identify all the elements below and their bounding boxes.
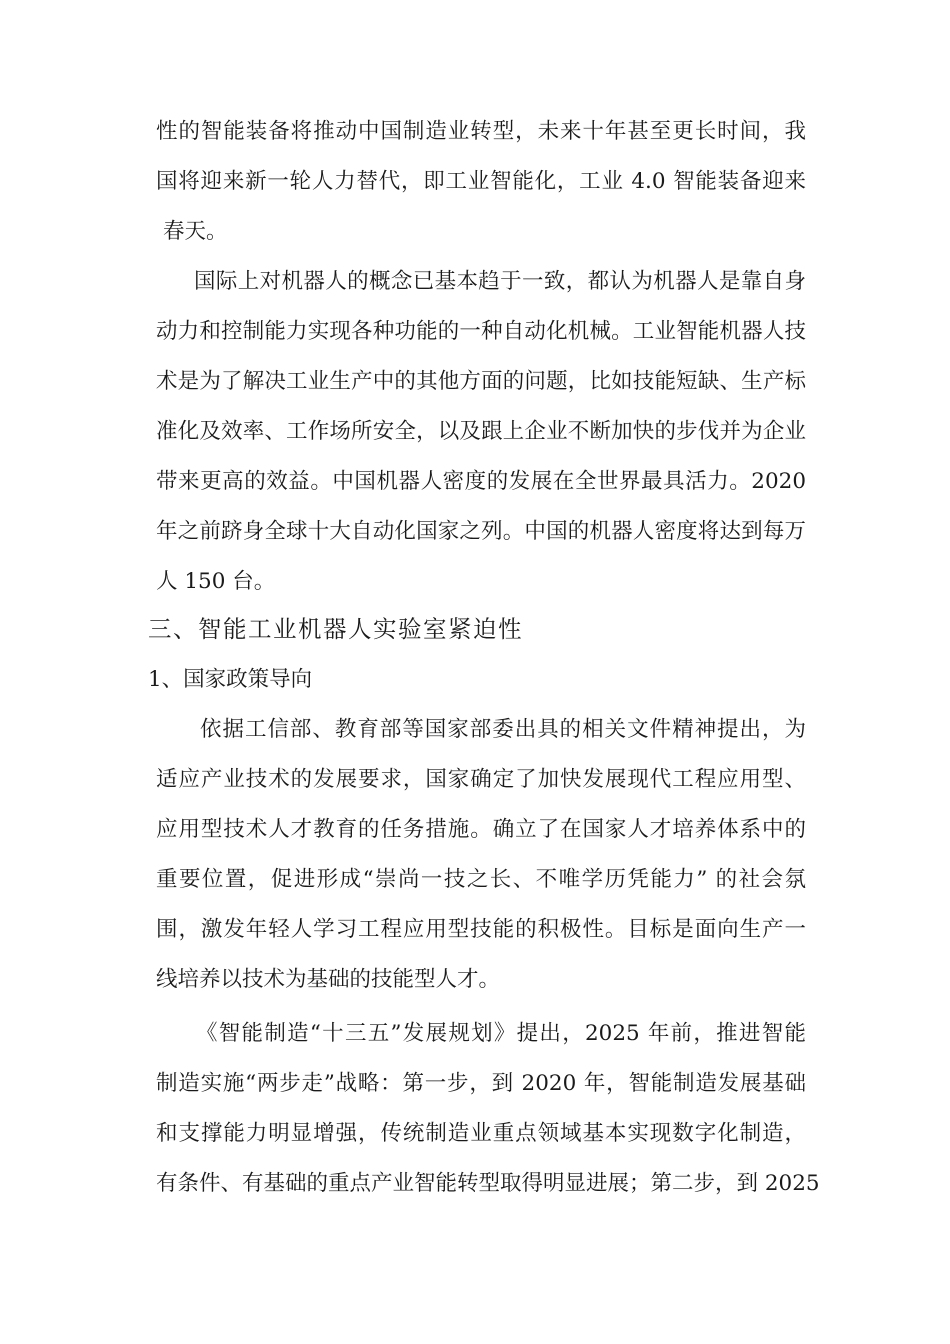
paragraph-3-line-3: 应用型技术人才教育的任务措施。确立了在国家人才培养体系中的: [156, 817, 806, 842]
paragraph-3-line-4: 重要位置，促进形成“崇尚一技之长、不唯学历凭能力” 的社会氛: [156, 867, 806, 892]
paragraph-2-line-5: 带来更高的效益。中国机器人密度的发展在全世界最具活力。2020: [156, 469, 806, 494]
paragraph-2-line-1: 国际上对机器人的概念已基本趋于一致，都认为机器人是靠自身: [194, 269, 806, 294]
subsection-heading: 1、国家政策导向: [148, 667, 313, 692]
section-heading: 三、智能工业机器人实验室紧迫性: [148, 615, 523, 643]
paragraph-4-line-2: 制造实施“两步走”战略：第一步，到 2020 年，智能制造发展基础: [156, 1071, 806, 1096]
paragraph-2-line-4: 准化及效率、工作场所安全，以及跟上企业不断加快的步伐并为企业: [156, 419, 806, 444]
paragraph-1-line-2: 国将迎来新一轮人力替代，即工业智能化，工业 4.0 智能装备迎来: [156, 169, 806, 194]
paragraph-1-line-3: 春天。: [163, 219, 228, 244]
paragraph-4-line-1: 《智能制造“十三五”发展规划》提出，2025 年前，推进智能: [196, 1021, 806, 1046]
paragraph-2-line-7: 人 150 台。: [156, 569, 276, 594]
paragraph-2-line-3: 术是为了解决工业生产中的其他方面的问题，比如技能短缺、生产标: [156, 369, 806, 394]
paragraph-4-line-3: 和支撑能力明显增强，传统制造业重点领域基本实现数字化制造，: [156, 1121, 806, 1146]
paragraph-2-line-2: 动力和控制能力实现各种功能的一种自动化机械。工业智能机器人技: [156, 319, 806, 344]
paragraph-2-line-6: 年之前跻身全球十大自动化国家之列。中国的机器人密度将达到每万: [156, 519, 806, 544]
paragraph-4-line-4: 有条件、有基础的重点产业智能转型取得明显进展；第二步，到 2025: [156, 1171, 820, 1196]
paragraph-3-line-1: 依据工信部、教育部等国家部委出具的相关文件精神提出，为: [200, 717, 806, 742]
paragraph-3-line-5: 围，激发年轻人学习工程应用型技能的积极性。目标是面向生产一: [156, 917, 806, 942]
paragraph-1-line-1: 性的智能装备将推动中国制造业转型，未来十年甚至更长时间，我: [156, 119, 806, 144]
paragraph-3-line-6: 线培养以技术为基础的技能型人才。: [156, 967, 501, 992]
paragraph-3-line-2: 适应产业技术的发展要求，国家确定了加快发展现代工程应用型、: [156, 767, 806, 792]
